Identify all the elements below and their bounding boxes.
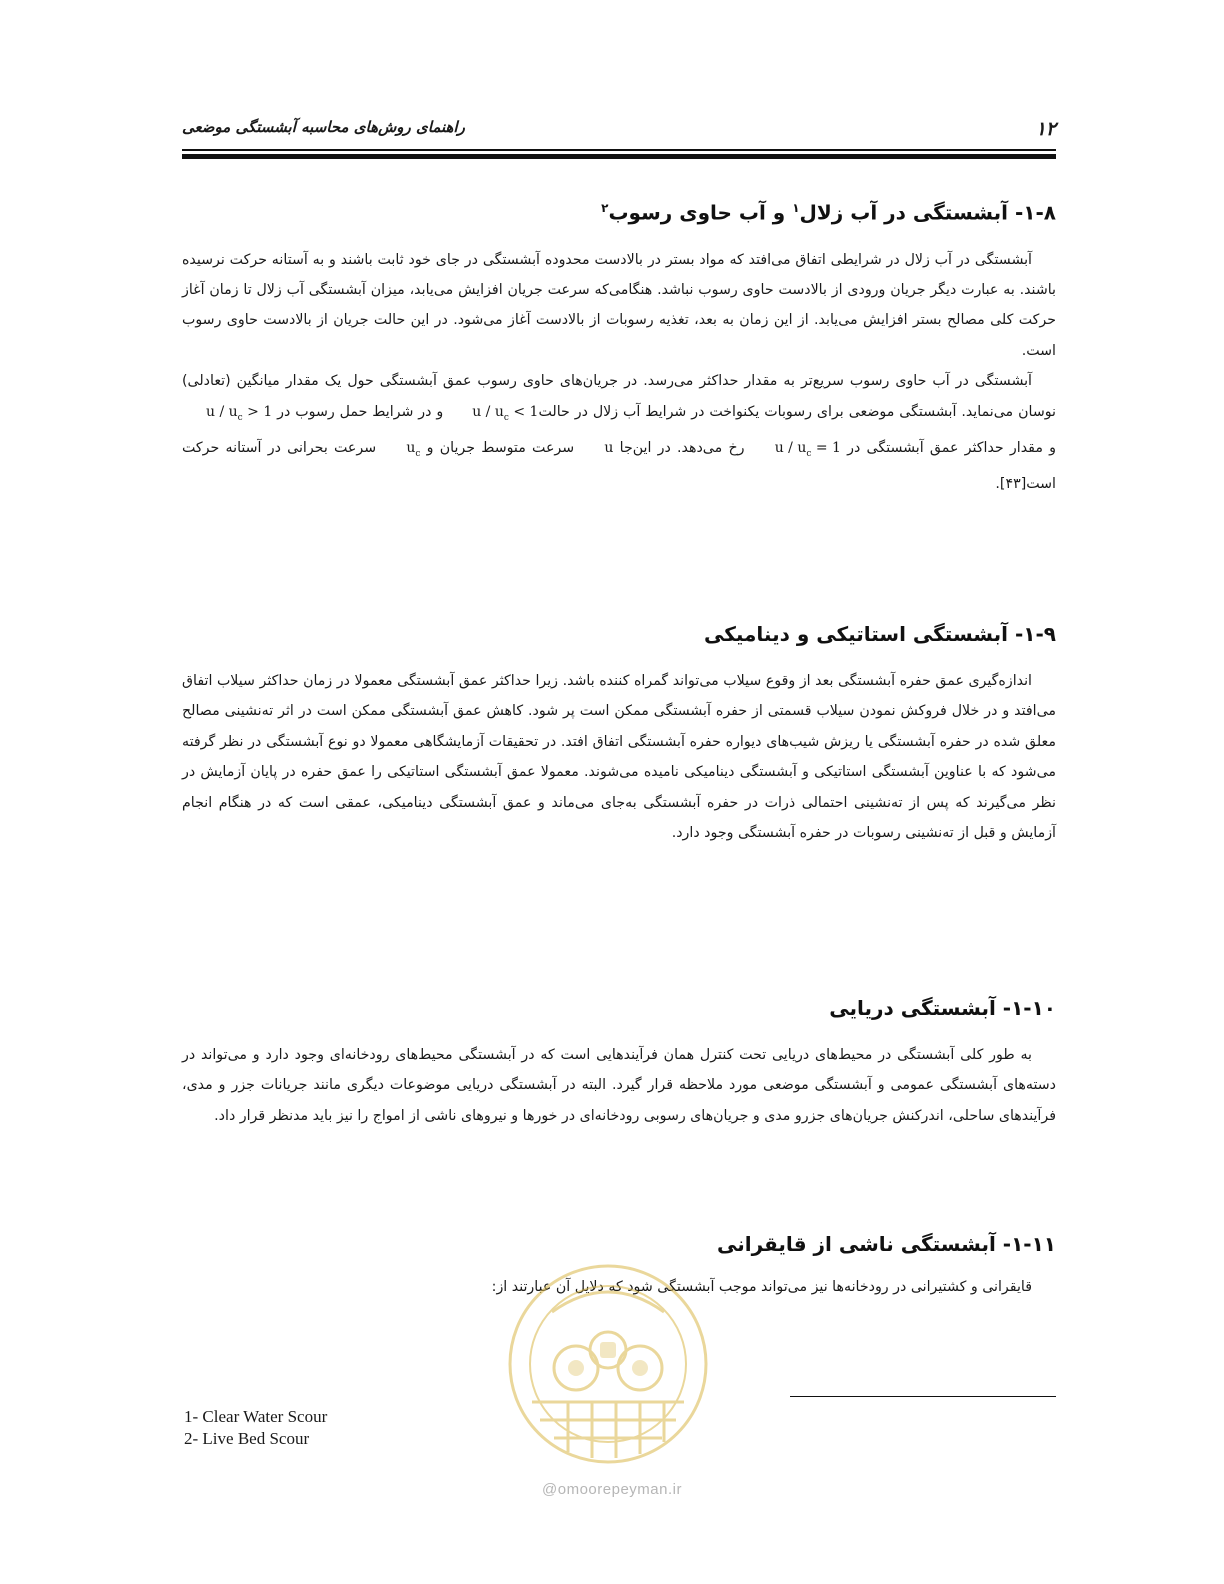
paragraph: آبشستگی در آب زلال در شرایطی اتفاق می‌افتد که مواد بستر در بالادست محدوده آبشستگی در جای خود ثابت باشند و به آستانه حرکت نرسیده باشند. به عبارت دیگر جریان ورودی از بالادست حاوی رسوب نباشد. هنگامی‌که سرعت جریان افزایش می‌یابد، میزان آبشستگی آب زلال تا زمان آغاز حرکت کلی مصالح بستر افزایش می‌یابد. از این زمان به بعد، تغذیه رسوبات از بالادست آغاز می‌شود. در این حالت جریان از بالادست حاوی رسوب است. bbox=[182, 251, 1056, 359]
section-heading: ۱-۱۰- آبشستگی دریایی bbox=[829, 996, 1056, 1020]
paragraph: اندازه‌گیری عمق حفره آبشستگی بعد از وقوع سیلاب می‌تواند گمراه کننده باشد. زیرا حداکثر عمق آبشستگی معمولا در زمان حداکثر سیلاب اتفاق می‌افتد و در خلال فروکش نمودن سیلاب قسمتی از حفره آبشستگی ممکن است پر شود. کاهش عمق آبشستگی ممکن است در اثر ته‌نشینی مصالح معلق شده در حفره آبشستگی یا ریزش شیب‌های دیواره حفره آبشستگی اتفاق افتد. در تحقیقات آزمایشگاهی معمولا دو نوع آبشستگی در نظر گرفته می‌شود که با عناوین آبشستگی استاتیکی و آبشستگی دینامیکی نامیده می‌شوند. معمولا عمق آبشستگی استاتیکی را عمق حفره در پایان آزمایش در نظر می‌گیرند که پس از ته‌نشینی احتمالی ذرات در حفره آبشستگی به‌جای می‌ماند و عمق آبشستگی دینامیکی، عمقی است که در هنگام انجام آزمایش و قبل از ته‌نشینی رسوبات در حفره آبشستگی وجود دارد. bbox=[182, 673, 1056, 842]
footnote: 1- Clear Water Scour bbox=[184, 1407, 328, 1426]
paragraph: قایقرانی و کشتیرانی در رودخانه‌ها نیز می‌تواند موجب آبشستگی شود که دلایل آن عبارتند از: bbox=[491, 1279, 1032, 1295]
footnote-mark[interactable]: ۱ bbox=[792, 201, 800, 215]
section-heading: ۱-۸- آبشستگی در آب زلال$^۱$ و آب حاوی رسوب$^۲$ bbox=[601, 200, 1056, 225]
footnote: 2- Live Bed Scour bbox=[184, 1429, 310, 1448]
section-clear-water-scour bbox=[182, 190, 1056, 500]
section-heading: ۱-۱۱- آبشستگی ناشی از قایقرانی bbox=[716, 1232, 1056, 1256]
running-header bbox=[182, 118, 1056, 140]
section-static-dynamic-scour bbox=[182, 616, 1056, 848]
section-marine-scour bbox=[182, 990, 1056, 1131]
watermark-site: @omoorepeyman.ir bbox=[542, 1481, 682, 1498]
equation: $u / u_c = 1$ bbox=[774, 439, 841, 459]
paragraph: به طور کلی آبشستگی در محیط‌های دریایی تحت کنترل همان فرآیندهایی است که در آبشستگی محیط‌های رودخانه‌ای وجود دارد و می‌تواند در دسته‌های آبشستگی عمومی و آبشستگی موضعی مورد ملاحظه قرار گیرد. البته در آبشستگی دریایی موضوعات دیگری مانند جریانات جزر و مدی، فرآیندهای ساحلی، اندرکنش جریان‌های جزرو مدی و جریان‌های رسوبی رودخانه‌ای در خورها و نیروهای ناشی از امواج را نیز باید مدنظر قرار داد. bbox=[182, 1047, 1056, 1124]
paragraph: آبشستگی در آب حاوی رسوب سریع‌تر به مقدار حداکثر می‌رسد. در جریان‌های حاوی رسوب عمق آبشستگی حول یک مقدار میانگین (تعادلی) نوسان می‌نماید. آبشستگی موضعی برای رسوبات یکنواخت در شرایط آب زلال در حالتu / $u_c < 1$ و در شرایط حمل رسوب در $u / u_c > 1$ و مقدار حداکثر عمق آبشستگی در $u / u_c = 1$ رخ می‌دهد. در این‌جا u سرعت متوسط جریان و $u_c$ سرعت بحرانی در آستانه حرکت است[۴۳]. bbox=[182, 373, 1056, 493]
book-title: راهنمای روش‌های محاسبه آبشستگی موضعی bbox=[182, 118, 465, 136]
equation: $u / u_c < 1$ bbox=[472, 403, 539, 423]
page-content bbox=[182, 190, 1056, 1295]
page-number: ۱۲ bbox=[1035, 118, 1056, 140]
equation: $u / u_c > 1$ bbox=[206, 403, 273, 423]
watermark-logo-icon bbox=[492, 1252, 724, 1470]
footnote-separator bbox=[790, 1396, 1056, 1397]
header-rule-thick bbox=[182, 154, 1056, 159]
equation: $u_c$ bbox=[406, 439, 421, 459]
footnotes bbox=[184, 1406, 327, 1450]
equation: u bbox=[604, 439, 614, 456]
footnote-mark[interactable]: ۲ bbox=[601, 201, 609, 215]
header-rule-thin bbox=[182, 149, 1056, 151]
section-heading: ۱-۹- آبشستگی استاتیکی و دینامیکی bbox=[704, 622, 1056, 646]
